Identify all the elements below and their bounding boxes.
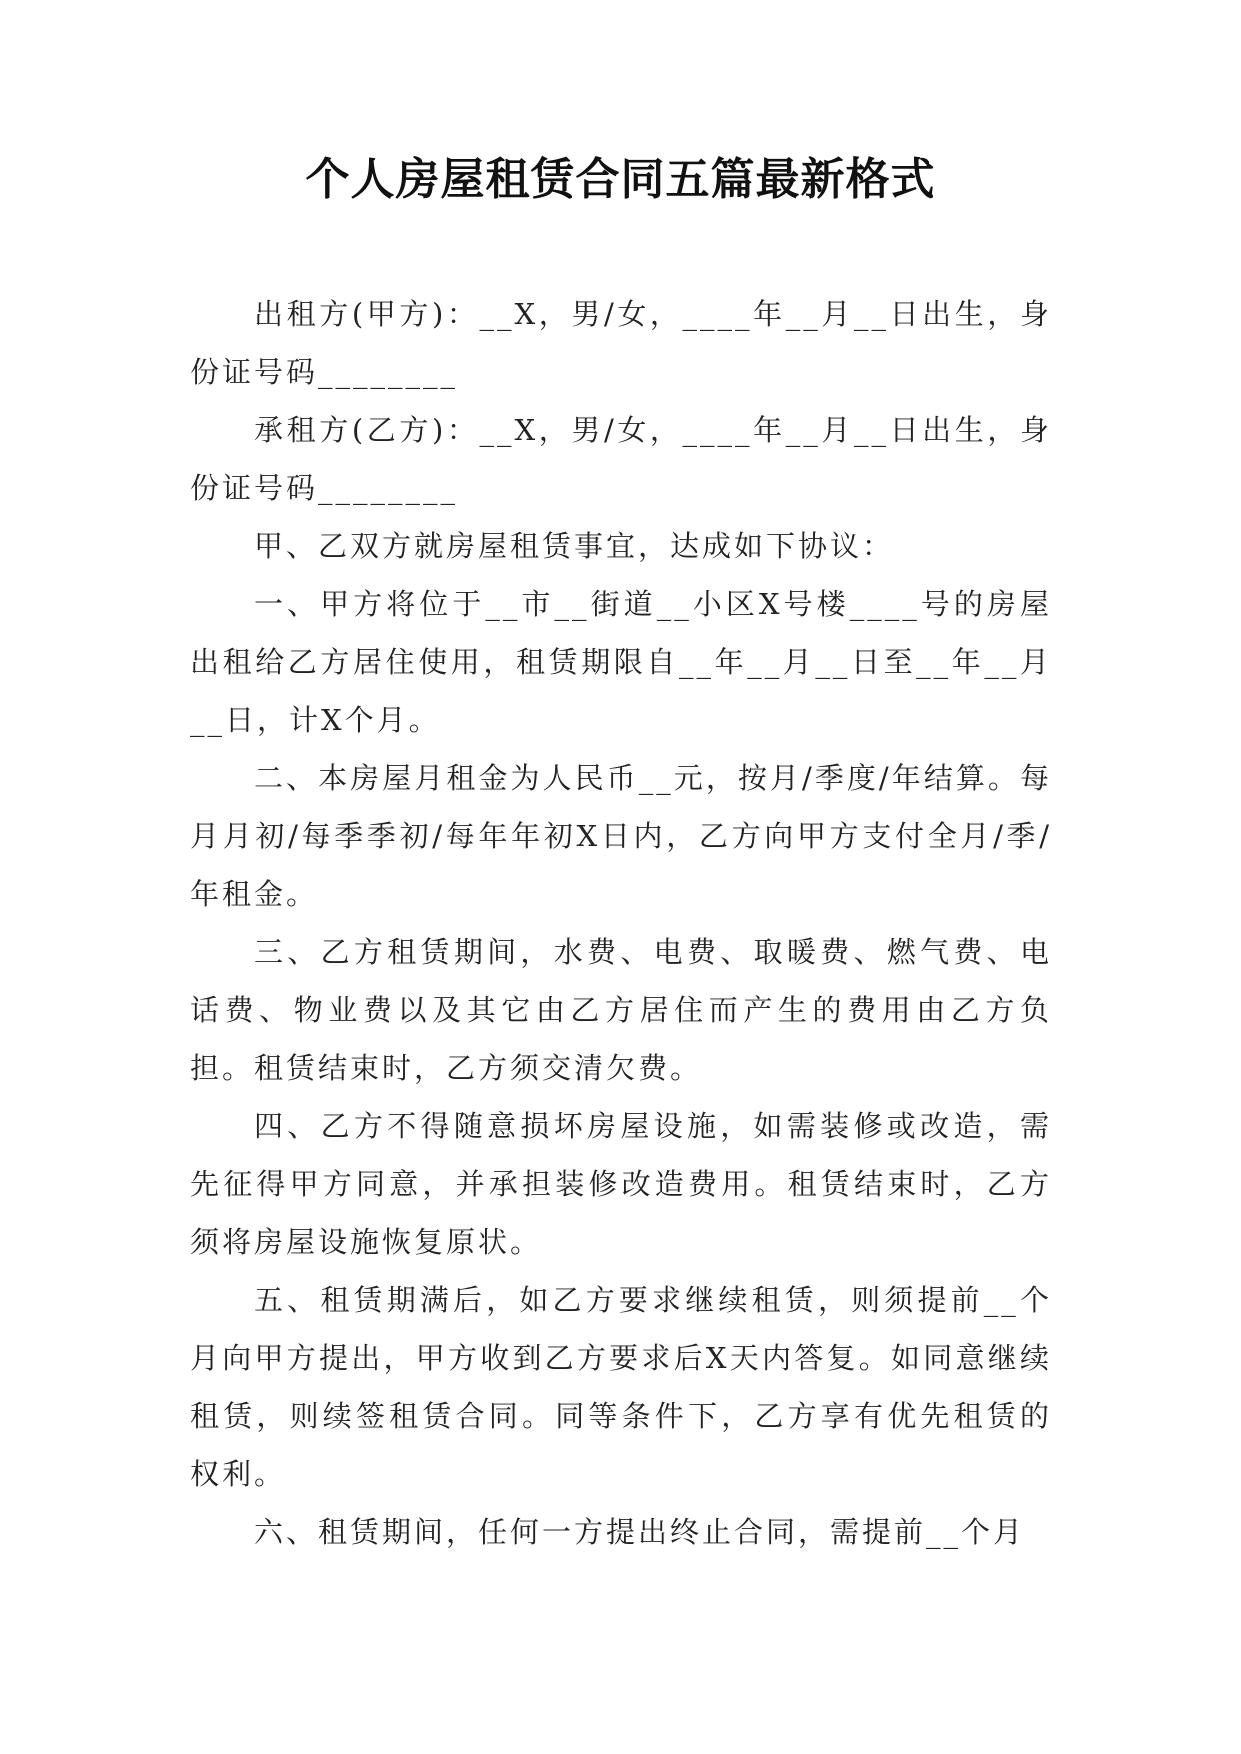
paragraph-clause-1: 一、甲方将位于__市__街道__小区X号楼____号的房屋出租给乙方居住使用，租赁期限自__年__月__日至__年__月__日，计X个月。 <box>190 587 1052 737</box>
paragraph-clause-3: 三、乙方租赁期间，水费、电费、取暖费、燃气费、电话费、物业费以及其它由乙方居住而产生的费用由乙方负担。租赁结束时，乙方须交清欠费。 <box>190 935 1052 1085</box>
paragraph-clause-4: 四、乙方不得随意损坏房屋设施，如需装修或改造，需先征得甲方同意，并承担装修改造费用。租赁结束时，乙方须将房屋设施恢复原状。 <box>190 1109 1052 1259</box>
paragraph-agreement-intro: 甲、乙双方就房屋租赁事宜，达成如下协议： <box>254 529 895 563</box>
document-title: 个人房屋租赁合同五篇最新格式 <box>305 154 936 205</box>
paragraph-lessee: 承租方(乙方)：__X，男/女，____年__月__日出生，身份证号码________ <box>190 413 1052 505</box>
paragraph-clause-2: 二、本房屋月租金为人民币__元，按月/季度/年结算。每月月初/每季季初/每年年初X日内，乙方向甲方支付全月/季/年租金。 <box>190 761 1052 911</box>
paragraph-clause-6: 六、租赁期间，任何一方提出终止合同，需提前__个月 <box>254 1515 1026 1549</box>
document-body <box>190 285 1052 1561</box>
paragraph-lessor: 出租方(甲方)：__X，男/女，____年__月__日出生，身份证号码________ <box>190 297 1052 389</box>
paragraph-clause-5: 五、租赁期满后，如乙方要求继续租赁，则须提前__个月向甲方提出，甲方收到乙方要求后X天内答复。如同意继续租赁，则续签租赁合同。同等条件下，乙方享有优先租赁的权利。 <box>190 1283 1052 1491</box>
